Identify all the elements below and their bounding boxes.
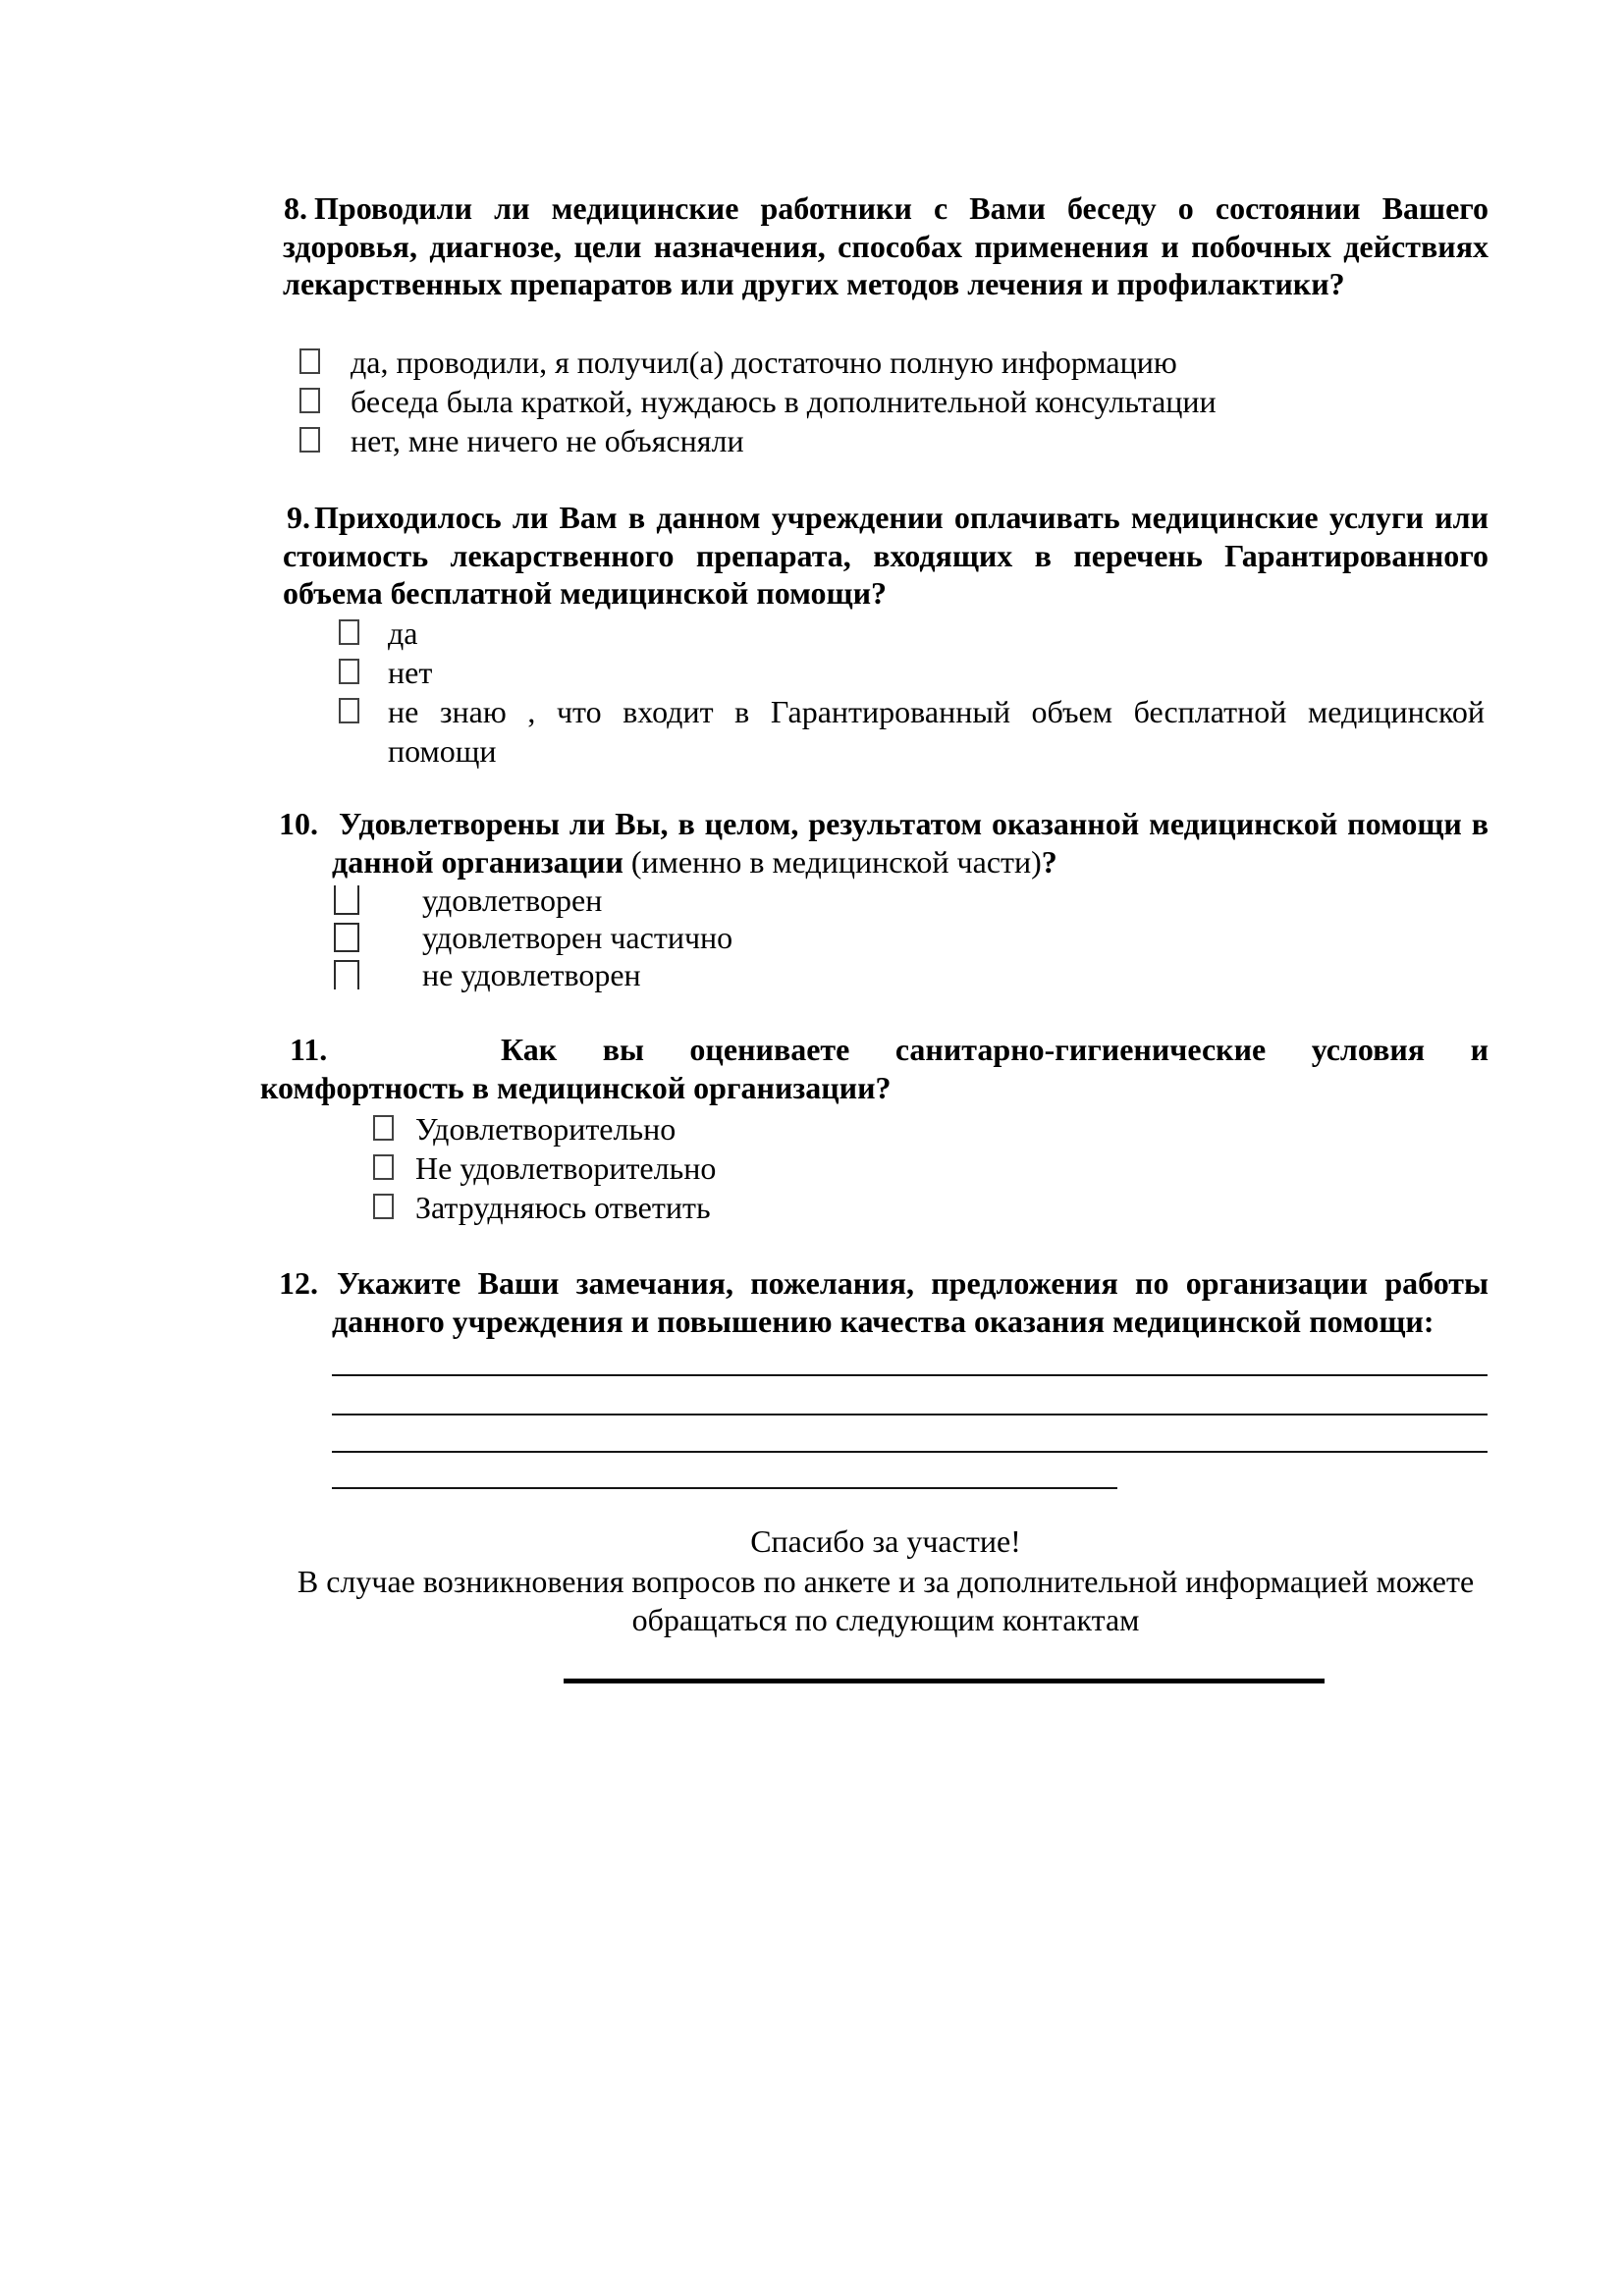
question-9-text: Приходилось ли Вам в данном учреждении оплачивать медицинские услуги или стоимость лекарственного препарата, входящих в перечень Гарантированного объема бесплатной медицинской помощи? [283, 500, 1489, 612]
checkbox-icon[interactable] [373, 1115, 394, 1141]
question-9-options [339, 614, 1489, 771]
option-label: Не удовлетворительно [415, 1150, 717, 1186]
question-9-number: 9. [287, 500, 310, 535]
option-row [334, 956, 732, 993]
option-row [339, 614, 1489, 653]
question-12-text: Укажите Ваши замечания, пожелания, предложения по организации работы данного учреждения и повышению качества оказания медицинской помощи: [332, 1265, 1489, 1339]
option-label: Затрудняюсь ответить [415, 1190, 711, 1225]
question-10-text-suffix: ? [1041, 843, 1057, 880]
option-label: нет [388, 655, 433, 690]
contact-info-text: В случае возникновения вопросов по анкете и за дополнительной информацией можете обращаться по следующим контактам [297, 1564, 1475, 1637]
option-row [299, 343, 1489, 382]
contact-blank-line[interactable] [564, 1679, 1325, 1683]
answer-blank-line[interactable] [332, 1414, 1488, 1415]
checkbox-icon[interactable] [299, 348, 320, 374]
question-11 [260, 1031, 1489, 1106]
question-10-number: 10. [279, 806, 318, 841]
question-10-options [334, 881, 732, 993]
checkbox-icon[interactable] [373, 1194, 394, 1219]
option-label: удовлетворен [422, 882, 603, 918]
checkbox-icon[interactable] [373, 1154, 394, 1180]
question-8-options [299, 343, 1489, 460]
question-10-text [332, 805, 1489, 881]
option-label [388, 692, 1485, 771]
option-row [299, 421, 1489, 460]
option-label: нет, мне ничего не объясняли [351, 423, 744, 458]
option-row [373, 1109, 716, 1148]
answer-blank-line[interactable] [332, 1451, 1488, 1453]
option-row [373, 1148, 716, 1188]
question-10 [279, 805, 1489, 881]
option-row [334, 881, 732, 919]
option-row [339, 653, 1489, 692]
checkbox-icon[interactable] [339, 659, 359, 684]
option-row [373, 1188, 716, 1227]
option-label: да [388, 615, 418, 651]
checkbox-icon[interactable] [299, 388, 320, 413]
option-label: удовлетворен частично [422, 920, 733, 955]
question-12 [279, 1264, 1489, 1340]
answer-blank-line[interactable] [332, 1487, 1117, 1489]
option-row [334, 919, 732, 956]
option-label: Удовлетворительно [415, 1111, 677, 1147]
answer-blank-line[interactable] [332, 1374, 1488, 1376]
checkbox-icon[interactable] [339, 619, 359, 645]
question-10-text-bold: Удовлетворены ли Вы, в целом, результатом оказанной медицинской помощи в данной организации [332, 806, 1489, 880]
question-8-number: 8. [284, 190, 307, 226]
question-11-text: Как вы оцениваете санитарно-гигиенические условия и комфортность в медицинской организации? [260, 1032, 1489, 1105]
option-label-line1: не знаю , что входит в Гарантированный объем бесплатной медицинской [388, 694, 1485, 729]
question-8 [283, 189, 1489, 303]
question-10-text-regular: (именно в медицинской части) [630, 843, 1042, 880]
option-label: да, проводили, я получил(а) достаточно полную информацию [351, 345, 1177, 380]
question-9 [283, 499, 1489, 613]
checkbox-icon[interactable] [299, 427, 320, 453]
option-row [299, 382, 1489, 421]
option-label-line2: помощи [388, 733, 497, 769]
question-11-number: 11. [290, 1032, 328, 1067]
question-12-number: 12. [279, 1265, 318, 1301]
checkbox-icon[interactable] [334, 960, 359, 989]
checkbox-icon[interactable] [339, 698, 359, 723]
question-11-options [373, 1109, 716, 1227]
option-label: беседа была краткой, нуждаюсь в дополнительной консультации [351, 384, 1217, 419]
option-label: не удовлетворен [422, 957, 641, 992]
checkbox-icon[interactable] [334, 923, 359, 952]
thanks-text: Спасибо за участие! [750, 1523, 1021, 1559]
question-8-text: Проводили ли медицинские работники с Вами беседу о состоянии Вашего здоровья, диагнозе, цели назначения, способах применения и побочных действиях лекарственных препаратов или других методов лечения и профилактики? [283, 190, 1489, 302]
option-row [339, 692, 1489, 771]
checkbox-icon[interactable] [334, 885, 359, 915]
